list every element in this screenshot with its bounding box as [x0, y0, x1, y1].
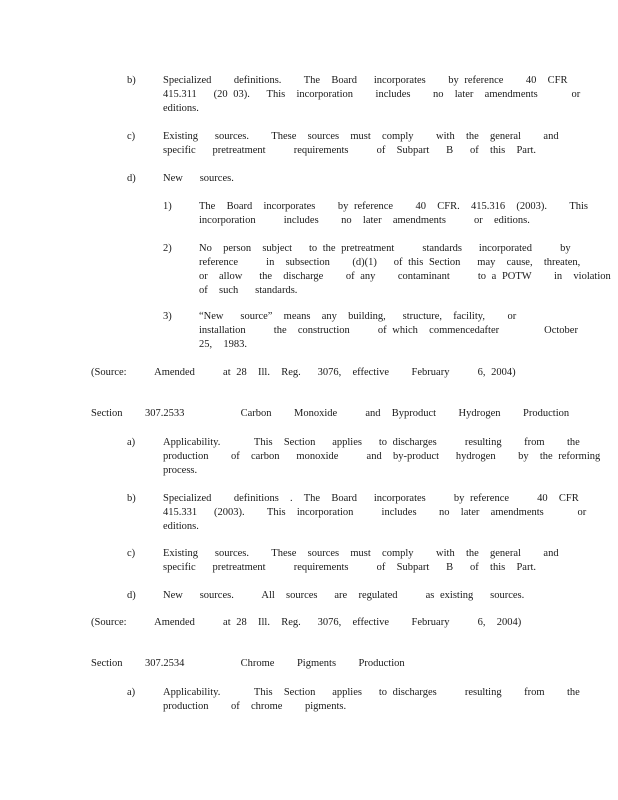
text-line: editions.: [163, 103, 199, 114]
paragraph-existing-sources-2: [163, 547, 559, 575]
text-line: New sources.: [163, 173, 234, 184]
paragraph-subitem-1: [199, 200, 588, 228]
subitem-label: 1): [163, 201, 172, 212]
section-title: Section 307.2533 Carbon Monoxide and Byproduct Hydrogen Production: [91, 408, 570, 419]
subitem-label: 2): [163, 243, 172, 254]
item-label: c): [127, 548, 136, 559]
text-line: 415.331 (2003). This incorporation includes no later amendments or: [163, 507, 587, 518]
text-line: 25, 1983.: [199, 339, 247, 350]
text-line: installation the construction of which commencedafter October: [199, 325, 578, 336]
text-line: No person subject to the pretreatment standards incorporated by: [199, 243, 571, 254]
text-line: Applicability. This Section applies to discharges resulting from the: [163, 687, 580, 698]
text-line: Existing sources. These sources must comply with the general and: [163, 548, 559, 559]
text-line: Specialized definitions. The Board incorporates by reference 40 CFR: [163, 75, 568, 86]
text-line: or allow the discharge of any contaminant to a POTW in violation: [199, 271, 611, 282]
text-line: The Board incorporates by reference 40 CFR. 415.316 (2003). This: [199, 201, 588, 212]
text-line: process.: [163, 465, 198, 476]
text-line: incorporation includes no later amendments or editions.: [199, 215, 530, 226]
paragraph-applicability-2534: [163, 686, 580, 714]
text-line: Existing sources. These sources must comply with the general and: [163, 131, 559, 142]
text-line: reference in subsection (d)(1) of this Section may cause, threaten,: [199, 257, 581, 268]
section-heading-307-2534: [91, 657, 405, 671]
paragraph-specialized-definitions-1: [163, 74, 580, 116]
section-heading-307-2533: [91, 407, 569, 421]
item-label: d): [127, 173, 136, 184]
text-line: of such standards.: [199, 285, 298, 296]
item-label: b): [127, 75, 136, 86]
source-note: [91, 366, 516, 380]
text-line: Specialized definitions . The Board incorporates by reference 40 CFR: [163, 493, 579, 504]
item-label: a): [127, 437, 136, 448]
paragraph-new-sources-2: [163, 589, 524, 603]
text-line: (Source: Amended at 28 Ill. Reg. 3076, effective February 6, 2004): [91, 617, 522, 628]
item-label: d): [127, 590, 136, 601]
text-line: 415.311 (20 03). This incorporation includes no later amendments or: [163, 89, 581, 100]
paragraph-existing-sources-1: [163, 130, 559, 158]
text-line: specific pretreatment requirements of Subpart B of this Part.: [163, 145, 537, 156]
section-title: Section 307.2534 Chrome Pigments Production: [91, 658, 405, 669]
text-line: (Source: Amended at 28 Ill. Reg. 3076, effective February 6, 2004): [91, 367, 516, 378]
paragraph-subitem-3: [199, 310, 578, 352]
source-note: [91, 616, 521, 630]
text-line: editions.: [163, 521, 199, 532]
text-line: Applicability. This Section applies to discharges resulting from the: [163, 437, 580, 448]
paragraph-applicability-2533: [163, 436, 600, 478]
item-label: a): [127, 687, 136, 698]
subitem-label: 3): [163, 311, 172, 322]
paragraph-new-sources-1: [163, 172, 234, 186]
paragraph-subitem-2: [199, 242, 611, 298]
text-line: “New source” means any building, structure, facility, or: [199, 311, 517, 322]
text-line: production of carbon monoxide and by-product hydrogen by the reforming: [163, 451, 601, 462]
text-line: production of chrome pigments.: [163, 701, 347, 712]
text-line: specific pretreatment requirements of Subpart B of this Part.: [163, 562, 537, 573]
item-label: c): [127, 131, 136, 142]
paragraph-specialized-definitions-2: [163, 492, 586, 534]
item-label: b): [127, 493, 136, 504]
text-line: New sources. All sources are regulated as existing sources.: [163, 590, 525, 601]
